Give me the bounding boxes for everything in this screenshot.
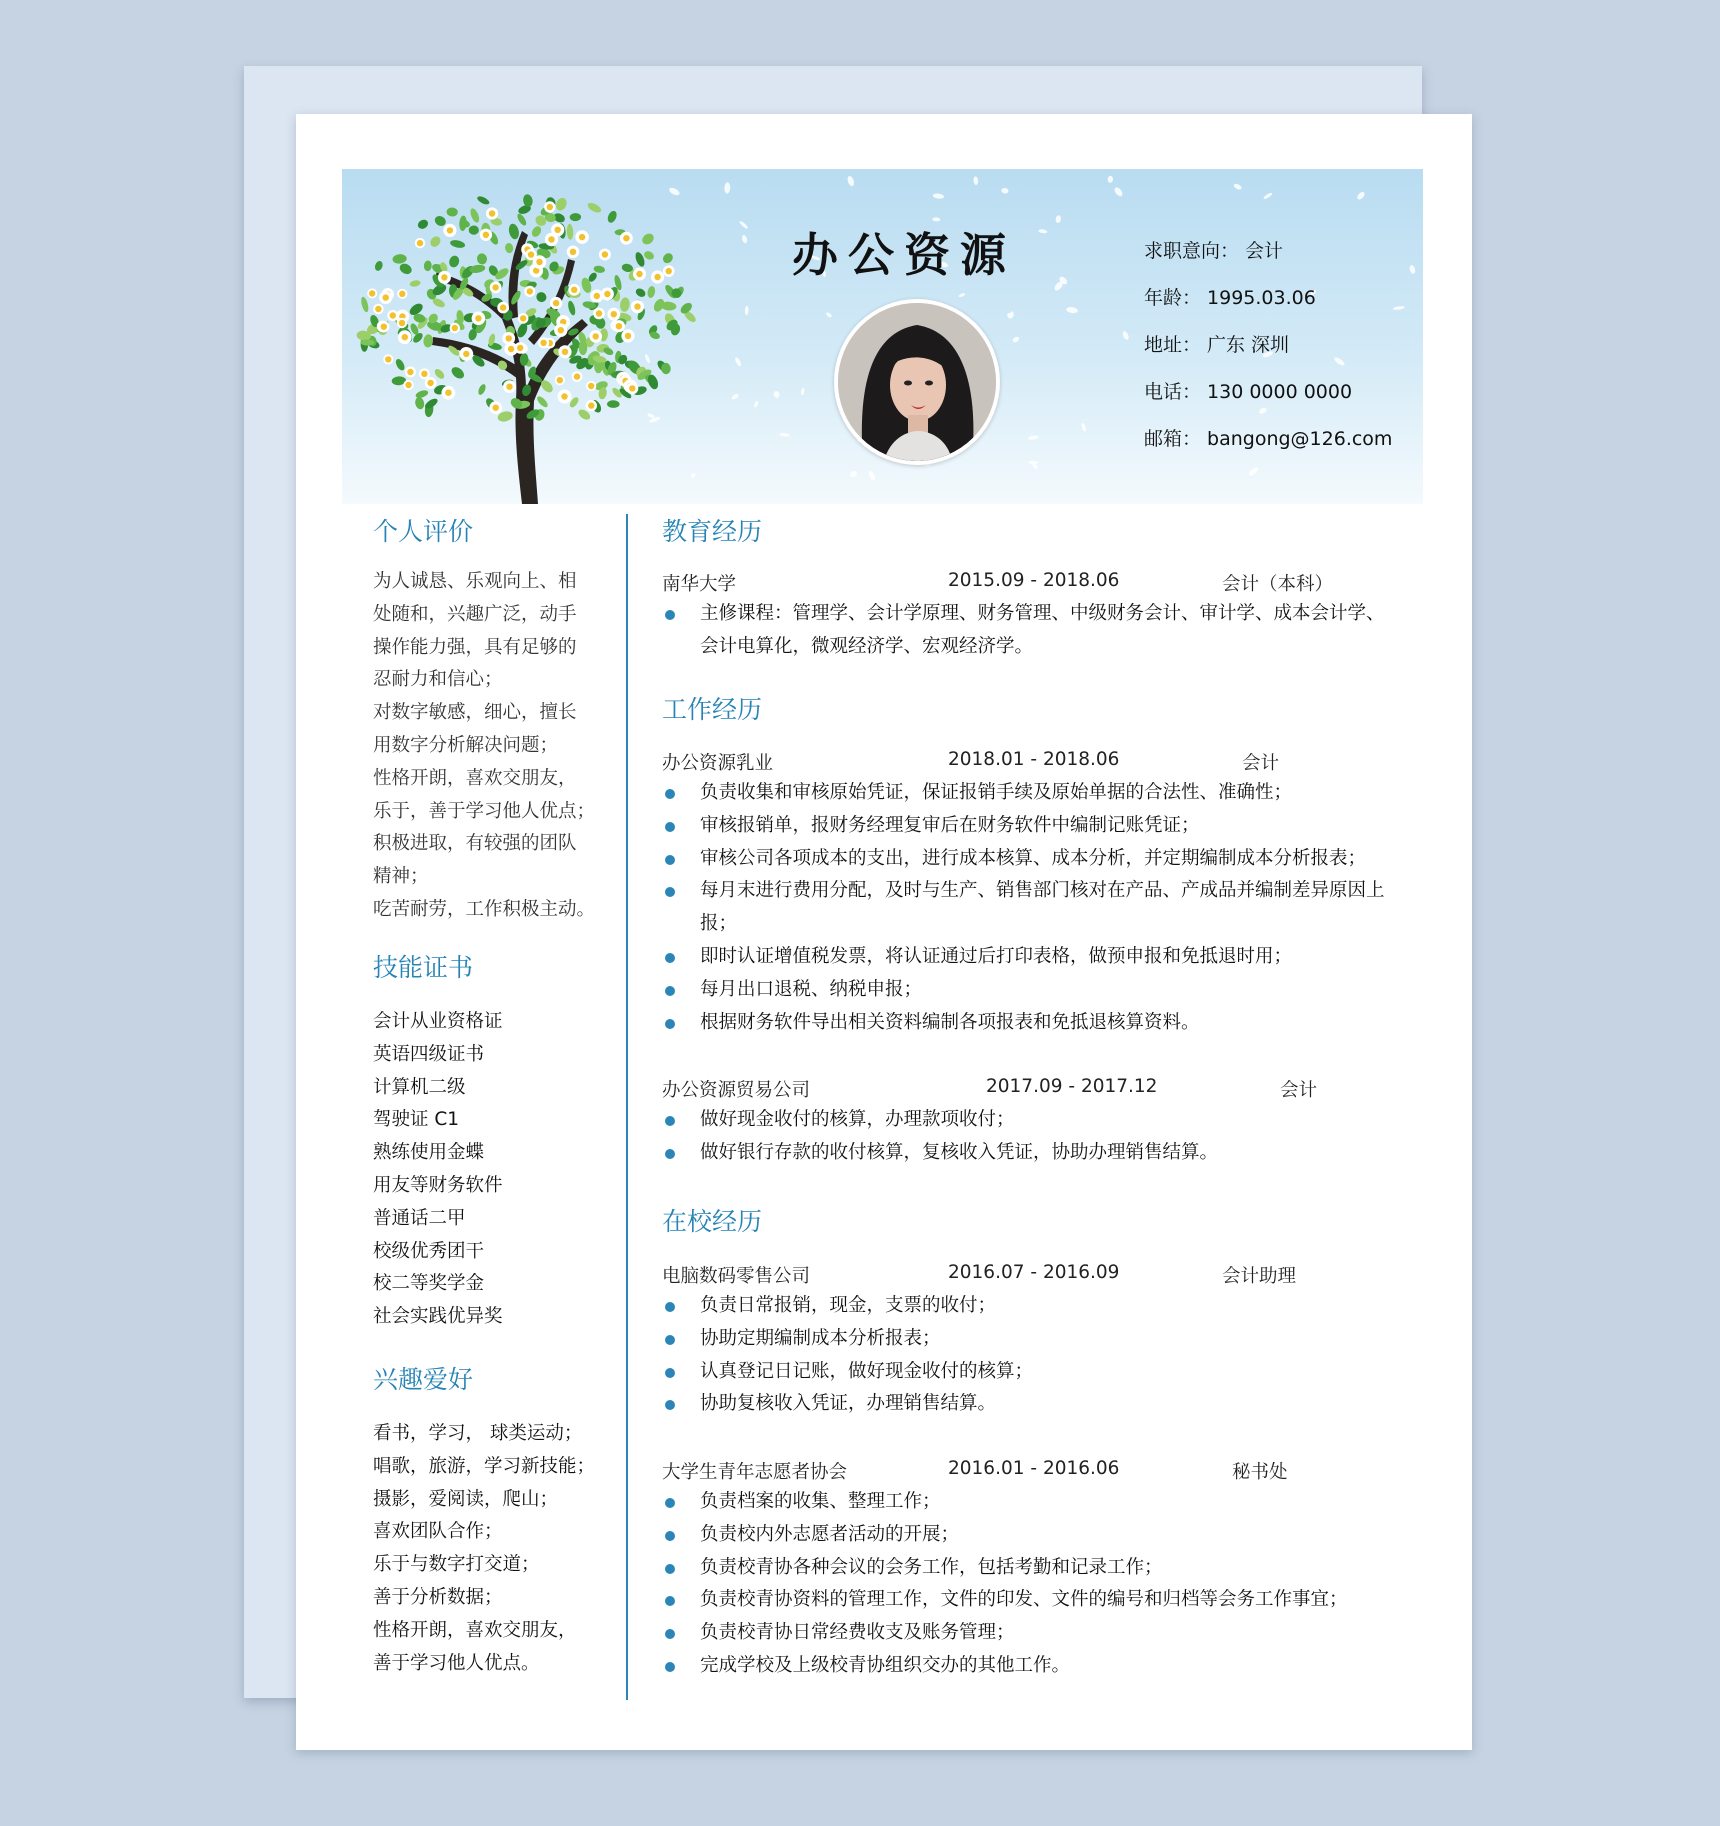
- list-item: 英语四级证书: [373, 1043, 485, 1065]
- campus-entry-header: [662, 1458, 1402, 1484]
- evaluation-line: 忍耐力和信心；: [373, 669, 503, 691]
- list-item: 性格开朗，喜欢交朋友，: [373, 1619, 577, 1641]
- education-entry-header: [662, 570, 1402, 596]
- organization-name: 大学生青年志愿者协会: [662, 1462, 848, 1483]
- list-item: 每月末进行费用分配，及时与生产、销售部门核对在产品、产成品并编制差异原因上报；: [662, 875, 1402, 941]
- evaluation-line: 对数字敏感，细心，擅长: [373, 702, 577, 724]
- section-title-campus: 在校经历: [662, 1207, 763, 1236]
- list-item: 做好银行存款的收付核算，复核收入凭证，协助办理销售结算。: [662, 1137, 1402, 1170]
- hobbies-list: [373, 1418, 595, 1680]
- list-item: 负责校青协资料的管理工作，文件的印发、文件的编号和归档等会务工作事宜；: [662, 1584, 1402, 1617]
- list-item: 负责收集和审核原始凭证，保证报销手续及原始单据的合法性、准确性；: [662, 777, 1402, 810]
- list-item: 用友等财务软件: [373, 1174, 503, 1196]
- info-label: 地址：: [1144, 334, 1202, 356]
- evaluation-line: 操作能力强，具有足够的: [373, 636, 577, 658]
- info-row-email: [1144, 427, 1392, 474]
- list-item: 认真登记日记账，做好现金收付的核算；: [662, 1356, 1402, 1389]
- evaluation-line: 吃苦耐劳，工作积极主动。: [373, 898, 596, 920]
- list-item: 完成学校及上级校青协组织交办的其他工作。: [662, 1650, 1402, 1683]
- campus-entry-header: [662, 1262, 1402, 1288]
- job-bullets: [662, 1104, 1402, 1170]
- campus-role: 会计助理: [1222, 1266, 1297, 1287]
- list-item: 喜欢团队合作；: [373, 1521, 503, 1543]
- job-entry-header: [662, 1076, 1402, 1102]
- contact-info: [1144, 239, 1392, 474]
- list-item: 负责校青协日常经费收支及账务管理；: [662, 1617, 1402, 1650]
- info-label: 电话：: [1144, 381, 1202, 403]
- evaluation-line: 处随和，兴趣广泛，动手: [373, 603, 577, 625]
- info-row-job-intention: [1144, 239, 1392, 286]
- job-role: 会计: [1280, 1080, 1318, 1101]
- resume-header: [342, 169, 1423, 504]
- campus-role: 秘书处: [1232, 1462, 1288, 1483]
- list-item: 根据财务软件导出相关资料编制各项报表和免抵退核算资料。: [662, 1007, 1402, 1040]
- resume-page: [296, 114, 1472, 1750]
- list-item: 熟练使用金蝶: [373, 1142, 485, 1164]
- list-item: 普通话二甲: [373, 1207, 466, 1229]
- job-role: 会计: [1242, 753, 1280, 774]
- list-item: 负责日常报销，现金，支票的收付；: [662, 1290, 1402, 1323]
- list-item: 乐于与数字打交道；: [373, 1554, 540, 1576]
- evaluation-line: 用数字分析解决问题；: [373, 734, 559, 756]
- info-value: 130 0000 0000: [1207, 381, 1353, 403]
- education-degree: 会计（本科）: [1222, 574, 1334, 595]
- evaluation-line: 性格开朗，喜欢交朋友，: [373, 767, 577, 789]
- list-item: 驾驶证 C1: [373, 1109, 460, 1131]
- column-divider: [626, 514, 628, 1700]
- campus-period: 2016.07 - 2016.09: [948, 1262, 1120, 1283]
- list-item: 负责校青协各种会议的会务工作，包括考勤和记录工作；: [662, 1552, 1402, 1585]
- evaluation-line: 为人诚恳、乐观向上、相: [373, 571, 577, 592]
- info-value: bangong@126.com: [1207, 428, 1393, 450]
- list-item: 审核公司各项成本的支出，进行成本核算、成本分析，并定期编制成本分析报表；: [662, 843, 1402, 876]
- list-item: 摄影，爱阅读，爬山；: [373, 1488, 559, 1510]
- list-item: 会计从业资格证: [373, 1011, 503, 1032]
- list-item: 善于学习他人优点。: [373, 1652, 540, 1674]
- job-entry-header: [662, 749, 1402, 775]
- list-item: 校二等奖学金: [373, 1273, 485, 1295]
- list-item: 善于分析数据；: [373, 1586, 503, 1608]
- list-item: 审核报销单，报财务经理复审后在财务软件中编制记账凭证；: [662, 810, 1402, 843]
- organization-name: 电脑数码零售公司: [662, 1266, 811, 1287]
- candidate-name: 办公资源: [792, 228, 1016, 282]
- skills-list: [373, 1006, 503, 1334]
- profile-photo: [834, 299, 1000, 465]
- evaluation-text: [373, 566, 603, 927]
- job-bullets: [662, 777, 1402, 1039]
- list-item: 社会实践优异奖: [373, 1306, 503, 1328]
- info-value: 1995.03.06: [1207, 287, 1316, 309]
- company-name: 办公资源贸易公司: [662, 1080, 811, 1101]
- campus-bullets: [662, 1486, 1402, 1683]
- list-item: 校级优秀团干: [373, 1240, 485, 1262]
- job-period: 2018.01 - 2018.06: [948, 749, 1120, 770]
- education-period: 2015.09 - 2018.06: [948, 570, 1120, 591]
- evaluation-line: 积极进取，有较强的团队: [373, 833, 577, 855]
- list-item: 唱歌，旅游，学习新技能；: [373, 1455, 596, 1477]
- section-title-evaluation: 个人评价: [373, 517, 474, 546]
- info-row-age: [1144, 286, 1392, 333]
- job-period: 2017.09 - 2017.12: [986, 1076, 1158, 1097]
- list-item: 主修课程：管理学、会计学原理、财务管理、中级财务会计、审计学、成本会计学、会计电算化，微观经济学、宏观经济学。: [662, 598, 1402, 664]
- section-title-work: 工作经历: [662, 695, 763, 724]
- info-value: 广东 深圳: [1207, 334, 1290, 356]
- campus-bullets: [662, 1290, 1402, 1421]
- info-label: 邮箱：: [1144, 428, 1202, 450]
- info-row-phone: [1144, 380, 1392, 427]
- info-row-address: [1144, 333, 1392, 380]
- education-bullets: [662, 598, 1402, 664]
- tree-illustration: [342, 169, 712, 504]
- info-value: 会计: [1245, 240, 1284, 262]
- list-item: 即时认证增值税发票，将认证通过后打印表格，做预申报和免抵退时用；: [662, 941, 1402, 974]
- list-item: 协助复核收入凭证，办理销售结算。: [662, 1388, 1402, 1421]
- school-name: 南华大学: [662, 574, 737, 595]
- info-label: 年龄：: [1144, 287, 1202, 309]
- list-item: 每月出口退税、纳税申报；: [662, 974, 1402, 1007]
- section-title-education: 教育经历: [662, 517, 763, 546]
- evaluation-line: 乐于，善于学习他人优点；: [373, 800, 596, 822]
- list-item: 计算机二级: [373, 1076, 466, 1098]
- section-title-skills: 技能证书: [373, 953, 474, 982]
- evaluation-line: 精神；: [373, 866, 429, 888]
- list-item: 看书，学习， 球类运动；: [373, 1423, 583, 1444]
- info-label: 求职意向：: [1144, 240, 1240, 262]
- list-item: 负责档案的收集、整理工作；: [662, 1486, 1402, 1519]
- section-title-hobbies: 兴趣爱好: [373, 1365, 474, 1394]
- list-item: 负责校内外志愿者活动的开展；: [662, 1519, 1402, 1552]
- list-item: 做好现金收付的核算，办理款项收付；: [662, 1104, 1402, 1137]
- campus-period: 2016.01 - 2016.06: [948, 1458, 1120, 1479]
- company-name: 办公资源乳业: [662, 753, 774, 774]
- list-item: 协助定期编制成本分析报表；: [662, 1323, 1402, 1356]
